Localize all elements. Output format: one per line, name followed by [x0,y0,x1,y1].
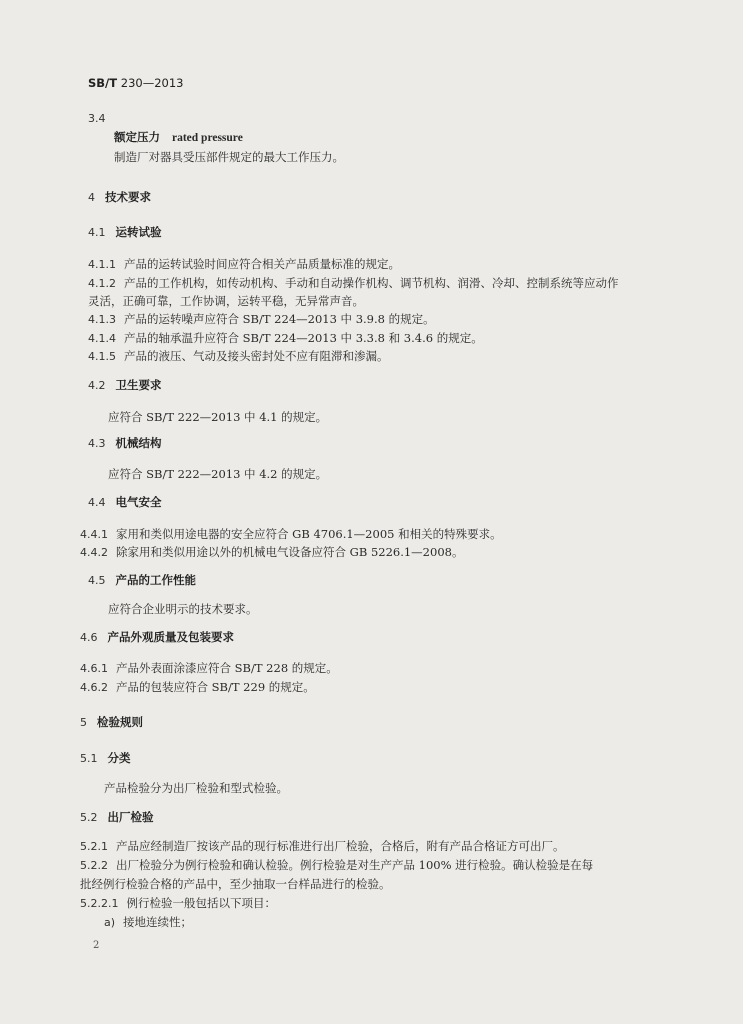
section-heading-4-2 [88,378,162,393]
section-heading-4-6 [80,630,234,645]
clause-5-2-1 [80,839,565,854]
section-4-3-text: 应符合 SB/T 222—2013 中 4.2 的规定。 [108,467,328,481]
section-heading-4-4 [88,495,162,510]
section-title: 技术要求 [105,190,151,204]
section-number: 4.6 [80,631,98,644]
term-en: rated pressure [172,132,243,144]
section-heading-4-5 [88,573,196,588]
list-text: 接地连续性； [123,915,193,929]
clause-text: 例行检验一般包括以下项目： [126,896,276,910]
list-item-a [104,915,192,930]
section-title: 运转试验 [115,225,162,239]
section-number: 5 [80,716,87,729]
clause-5-2-2-1 [80,896,276,911]
clause-number: 5.2.1 [80,840,108,853]
clause-number: 4.4.2 [80,546,108,559]
clause-5-2-2 [80,858,593,873]
clause-4-1-3 [88,312,435,327]
section-number: 4.2 [88,379,106,392]
section-title: 产品外观质量及包装要求 [107,630,234,644]
clause-text: 产品的运转噪声应符合 SB/T 224—2013 中 3.9.8 的规定。 [124,312,435,326]
section-heading-5-2 [80,810,154,825]
term-entry [114,130,243,145]
clause-4-1-2-continued: 灵活，正确可靠，工作协调，运转平稳，无异常声音。 [88,294,364,308]
clause-number: 5.2.2.1 [80,897,119,910]
clause-text: 产品应经制造厂按该产品的现行标准进行出厂检验，合格后，附有产品合格证方可出厂。 [116,839,565,853]
clause-text: 产品的工作机构，如传动机构、手动和自动操作机构、调节机构、润滑、冷却、控制系统等应动作 [124,276,619,290]
clause-text: 家用和类似用途电器的安全应符合 GB 4706.1—2005 和相关的特殊要求。 [116,527,502,541]
clause-text: 出厂检验分为例行检验和确认检验。例行检验是对生产产品 100% 进行检验。确认检验是在每 [116,858,594,872]
section-4-2-text: 应符合 SB/T 222—2013 中 4.1 的规定。 [108,410,328,424]
clause-4-4-1 [80,527,502,542]
standard-code-header [88,76,183,90]
section-heading-4-1 [88,225,162,240]
section-heading-4-3 [88,436,162,451]
section-title: 检验规则 [97,715,143,729]
section-title: 分类 [107,751,131,765]
clause-text: 产品的包装应符合 SB/T 229 的规定。 [116,680,315,694]
section-5-1-text: 产品检验分为出厂检验和型式检验。 [104,781,288,795]
section-number: 4.3 [88,437,106,450]
clause-4-1-4 [88,331,483,346]
clause-text: 产品的运转试验时间应符合相关产品质量标准的规定。 [124,257,400,271]
clause-text: 除家用和类似用途以外的机械电气设备应符合 GB 5226.1—2008。 [116,545,464,559]
standard-prefix: SB/T [88,76,118,90]
section-4-5-text: 应符合企业明示的技术要求。 [108,602,258,616]
clause-number: 4.4.1 [80,528,108,541]
term-zh: 额定压力 [114,130,160,144]
page-number: 2 [93,940,100,951]
section-title: 卫生要求 [115,378,162,392]
clause-5-2-2-continued: 批经例行检验合格的产品中，至少抽取一台样品进行的检验。 [80,877,391,891]
clause-4-4-2 [80,545,463,560]
clause-4-1-2 [88,276,619,291]
section-title: 机械结构 [115,436,162,450]
clause-number: 4.6.2 [80,681,108,694]
section-number: 4.5 [88,574,106,587]
clause-4-6-1 [80,661,338,676]
section-heading-4 [88,190,151,205]
section-heading-5 [80,715,143,730]
list-marker: a) [104,916,116,929]
clause-text: 产品的液压、气动及接头密封处不应有阻滞和渗漏。 [124,349,389,363]
clause-number: 5.2.2 [80,859,108,872]
clause-number: 4.6.1 [80,662,108,675]
section-number: 4 [88,191,95,204]
clause-number: 4.1.2 [88,277,116,290]
term-definition: 制造厂对器具受压部件规定的最大工作压力。 [114,150,344,164]
clause-4-1-5 [88,349,389,364]
section-number: 5.2 [80,811,98,824]
clause-number: 4.1.4 [88,332,116,345]
section-number: 5.1 [80,752,98,765]
section-number: 4.1 [88,226,106,239]
clause-text: 产品的轴承温升应符合 SB/T 224—2013 中 3.3.8 和 3.4.6 的规定。 [124,331,483,345]
clause-number: 4.1.3 [88,313,116,326]
section-title: 电气安全 [115,495,162,509]
section-title: 出厂检验 [107,810,154,824]
clause-4-6-2 [80,680,315,695]
section-heading-5-1 [80,751,131,766]
clause-4-1-1 [88,257,400,272]
section-title: 产品的工作性能 [115,573,196,587]
clause-number-3-4: 3.4 [88,112,106,125]
clause-text: 产品外表面涂漆应符合 SB/T 228 的规定。 [116,661,338,675]
section-number: 4.4 [88,496,106,509]
clause-number: 4.1.5 [88,350,116,363]
standard-number: 230—2013 [120,76,184,90]
clause-number: 4.1.1 [88,258,116,271]
